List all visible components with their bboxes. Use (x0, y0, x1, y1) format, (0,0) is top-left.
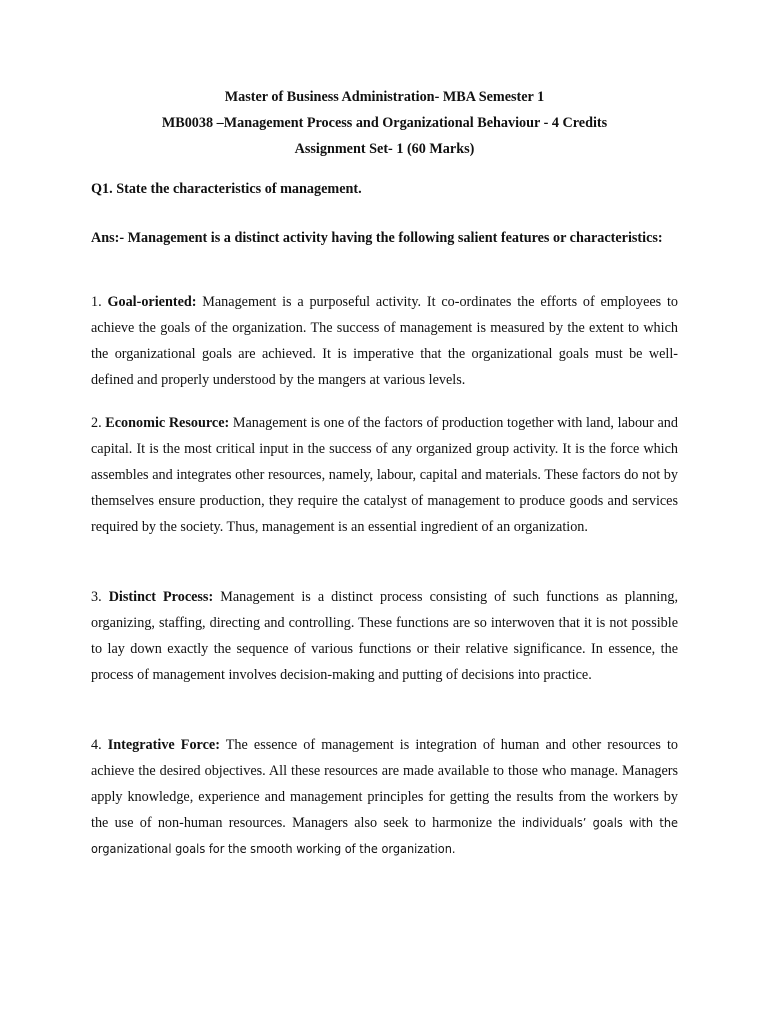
course-title: MB0038 –Management Process and Organizational Behaviour - 4 Credits (161, 115, 608, 131)
point-title: Economic Resource: (105, 415, 230, 431)
point-number: 3. (91, 589, 102, 605)
point-text-tail: individuals’ goals with the organizational goals for the smooth working of the organization. (91, 815, 679, 856)
point-text: Management is one of the factors of production together with land, labour and capital. It is the most critical input in the success of any organized group activity. It is the force which assembles and integrates other resources, namely, labour, capital and materials. These factors do not by themselves ensure production, they require the catalyst of management to produce goods and services required by the society. Thus, management is an essential ingredient of an organization. (91, 415, 678, 535)
assignment-title: Assignment Set- 1 (60 Marks) (294, 141, 475, 157)
point-title: Integrative Force: (107, 737, 220, 753)
point-title: Distinct Process: (108, 589, 214, 605)
characteristic-paragraph (91, 732, 678, 862)
document-page (91, 88, 679, 856)
characteristic-paragraph (91, 584, 678, 688)
point-number: 4. (91, 737, 102, 753)
point-text: Management is a distinct process consisting of such functions as planning, organizing, staffing, directing and controlling. These functions are so interwoven that it is not possible to lay down exactly the sequence of various functions or their relative significance. In essence, the process of management involves decision-making and putting of decisions into practice. (91, 589, 678, 683)
characteristic-paragraph (91, 289, 678, 393)
question-heading: Q1. State the characteristics of management. (91, 181, 362, 197)
answer-intro: Ans:- Management is a distinct activity having the following salient features or characteristics: (91, 230, 663, 246)
program-title: Master of Business Administration- MBA Semester 1 (224, 89, 545, 105)
point-number: 2. (91, 415, 102, 431)
point-text: Management is a purposeful activity. It co-ordinates the efforts of employees to achieve the goals of the organization. The success of management is measured by the extent to which the organizational goals are achieved. It is imperative that the organizational goals must be well-defined and properly understood by the mangers at various levels. (91, 294, 679, 388)
point-title: Goal-oriented: (107, 294, 197, 310)
point-number: 1. (91, 294, 102, 310)
point-text: The essence of management is integration of human and other resources to achieve the desired objectives. All these resources are made available to those who manage. Managers apply knowledge, experience and management principles for getting the results from the workers by the use of non-human resources. Managers also seek to harmonize the (91, 737, 678, 831)
characteristic-paragraph (91, 410, 678, 540)
